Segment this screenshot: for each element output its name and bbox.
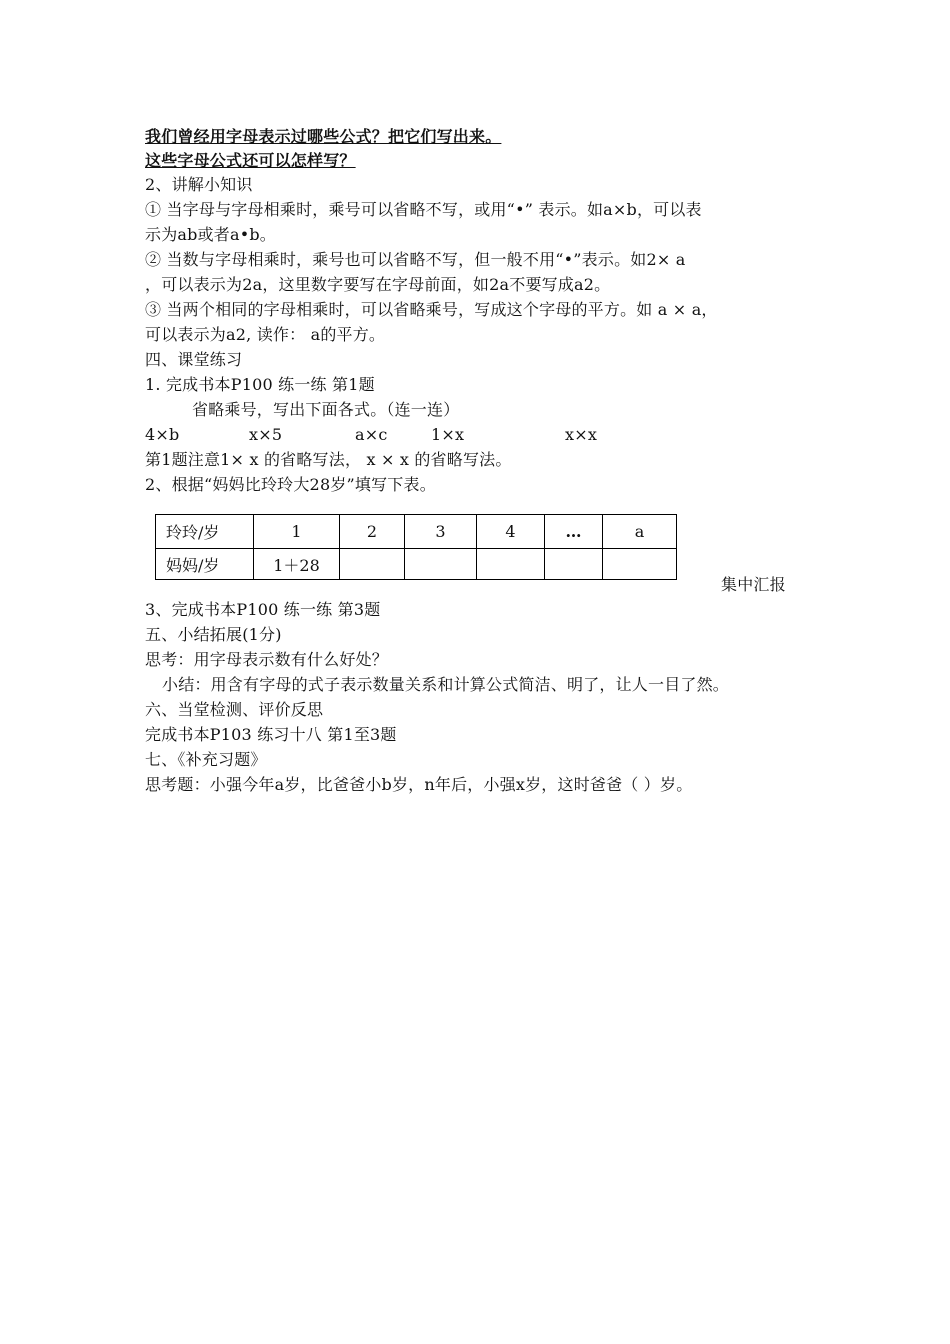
- expression-item: 1×x: [431, 425, 465, 444]
- exercise-6: 完成书本P103 练习十八 第1至3题: [145, 725, 397, 744]
- expression-item: x×5: [249, 425, 283, 444]
- table-cell: [545, 548, 602, 580]
- exercise-1-note: 第1题注意1× x 的省略写法， x × x 的省略写法。: [145, 450, 512, 469]
- section-heading-4: 四、课堂练习: [145, 350, 243, 369]
- exercise-1: 1. 完成书本P100 练一练 第1题: [145, 375, 375, 394]
- exercise-3: 3、完成书本P100 练一练 第3题: [145, 600, 381, 619]
- think-question: 思考：用字母表示数有什么好处？: [145, 650, 389, 669]
- exercise-2: 2、根据“妈妈比玲玲大28岁”填写下表。: [145, 475, 436, 494]
- rule-1-line-2: 示为ab或者a•b。: [145, 225, 277, 244]
- age-table: [155, 514, 677, 580]
- table-cell: 4: [505, 522, 516, 541]
- section-heading-2: 2、讲解小知识: [145, 175, 253, 194]
- expression-item: x×x: [565, 425, 598, 444]
- question-rewrite: 这些字母公式还可以怎样写？: [145, 151, 356, 170]
- section-heading-7: 七、《补充习题》: [145, 750, 267, 769]
- summary-text: 小结：用含有字母的式子表示数量关系和计算公式简洁、明了，让人一目了然。: [162, 675, 730, 694]
- table-cell: [405, 548, 476, 580]
- table-cell: 3: [435, 522, 446, 541]
- table-cell: [477, 548, 544, 580]
- expression-item: 4×b: [145, 425, 180, 444]
- table-row: [156, 515, 676, 549]
- think-question-2: 思考题：小强今年a岁，比爸爸小b岁，n年后，小强x岁，这时爸爸（ ）岁。: [145, 775, 693, 794]
- table-cell: …: [565, 522, 582, 541]
- table-cell: [340, 548, 404, 580]
- section-heading-5: 五、小结拓展(1分): [145, 625, 282, 644]
- expression-item: a×c: [355, 425, 388, 444]
- rule-2-line-1: ② 当数与字母相乘时，乘号也可以省略不写，但一般不用“•”表示。如2× a: [145, 250, 686, 269]
- rule-3-line-1: ③ 当两个相同的字母相乘时，可以省略乘号，写成这个字母的平方。如 a × a，: [145, 300, 718, 319]
- table-cell: 1: [291, 522, 302, 541]
- exercise-1-instruction: 省略乘号，写出下面各式。（连一连）: [192, 400, 460, 419]
- rule-3-line-2: 可以表示为a2, 读作： a的平方。: [145, 325, 386, 344]
- table-cell: 2: [366, 522, 378, 541]
- table-row: [156, 548, 676, 580]
- table-cell: 玲玲/岁: [166, 523, 220, 542]
- section-heading-6: 六、当堂检测、评价反思: [145, 700, 324, 719]
- table-cell: 1＋28: [273, 555, 320, 575]
- rule-1-line-1: ① 当字母与字母相乘时，乘号可以省略不写，或用“•” 表示。如a×b，可以表: [145, 200, 702, 219]
- rule-2-line-2: ，可以表示为2a，这里数字要写在字母前面，如2a不要写成a2。: [145, 275, 611, 294]
- table-cell: [603, 548, 676, 580]
- report-note: 集中汇报: [721, 575, 786, 594]
- table-cell: 妈妈/岁: [166, 555, 220, 575]
- question-formulas: 我们曾经用字母表示过哪些公式？把它们写出来。: [145, 127, 502, 146]
- table-cell: a: [634, 522, 645, 541]
- expression-row: [145, 424, 615, 446]
